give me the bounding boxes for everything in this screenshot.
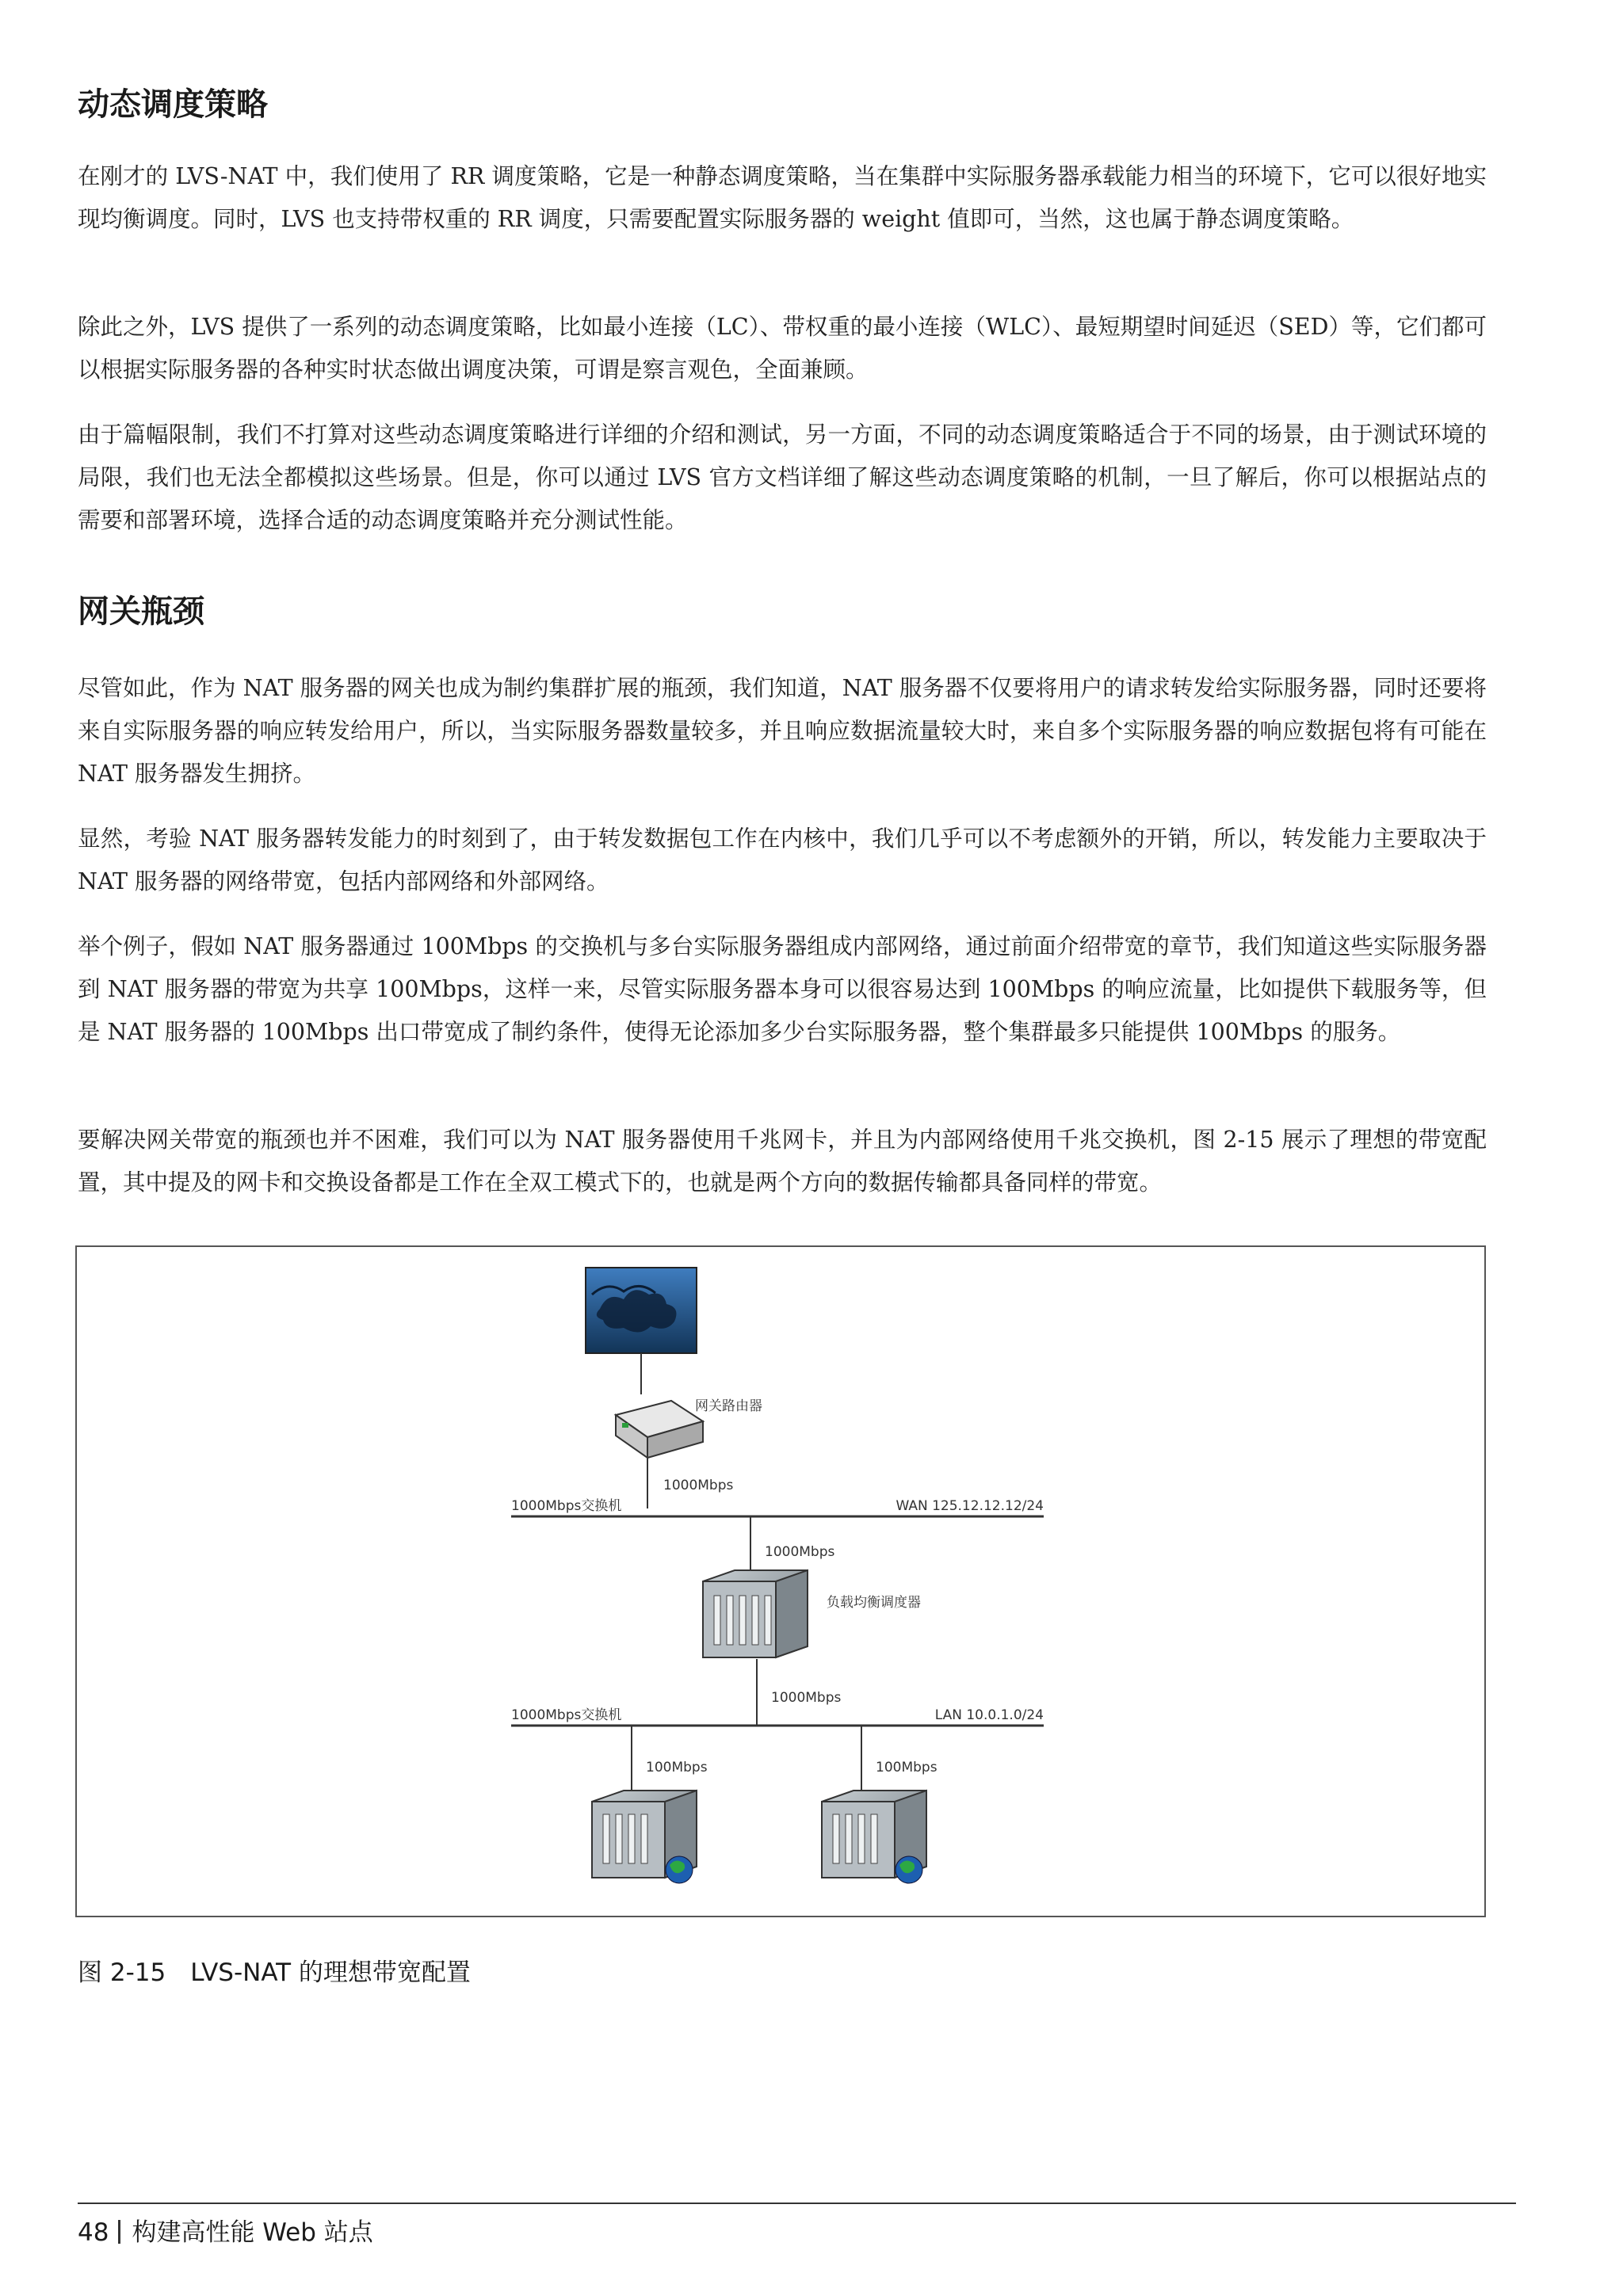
- real-server-2-icon: [822, 1791, 926, 1883]
- router-label: 网关路由器: [695, 1398, 762, 1414]
- network-diagram-figure: [75, 1245, 1486, 1917]
- wan-address-label: WAN 125.12.12.12/24: [896, 1498, 1044, 1514]
- page-number: 48: [78, 2218, 109, 2247]
- footer-separator: [118, 2220, 120, 2244]
- paragraph: 举个例子，假如 NAT 服务器通过 100Mbps 的交换机与多台实际服务器组成内部网络，通过前面介绍带宽的章节，我们知道这些实际服务器到 NAT 服务器的带宽为共享 100Mbps，这样一来，尽管实际服务器本身可以很容易达到 100Mbps 的响应流量，比如提供下载服务等，但是 NAT 服务器的 100Mbps 出口带宽成了制约条件，使得无论添加多少台实际服务器，整个集群最多只能提供 100Mbps 的服务。: [78, 933, 1487, 1045]
- server1-link-speed: 100Mbps: [646, 1760, 708, 1775]
- lb-downlink-speed: 1000Mbps: [771, 1690, 842, 1706]
- paragraph: 要解决网关带宽的瓶颈也并不困难，我们可以为 NAT 服务器使用千兆网卡，并且为内部网络使用千兆交换机，图 2-15 展示了理想的带宽配置，其中提及的网卡和交换设备都是工作在全双工模式下的，也就是两个方向的数据传输都具备同样的带宽。: [78, 1127, 1487, 1196]
- paragraph: 尽管如此，作为 NAT 服务器的网关也成为制约集群扩展的瓶颈，我们知道，NAT 服务器不仅要将用户的请求转发给实际服务器，同时还要将来自实际服务器的响应转发给用户，所以，当实际服务器数量较多，并且响应数据流量较大时，来自多个实际服务器的响应数据包将有可能在 NAT 服务器发生拥挤。: [78, 675, 1487, 787]
- section-heading-gateway-bottleneck: 网关瓶颈: [78, 593, 204, 630]
- load-balancer-icon: [703, 1570, 808, 1657]
- lan-address-label: LAN 10.0.1.0/24: [934, 1707, 1044, 1723]
- book-title: 构建高性能 Web 站点: [132, 2218, 373, 2247]
- internet-cloud-icon: [586, 1268, 697, 1353]
- page-footer: [78, 2212, 373, 2248]
- section-heading-dynamic-scheduling: 动态调度策略: [78, 86, 268, 123]
- lb-uplink-speed: 1000Mbps: [765, 1544, 835, 1560]
- server2-link-speed: 100Mbps: [876, 1760, 938, 1775]
- paragraph: 由于篇幅限制，我们不打算对这些动态调度策略进行详细的介绍和测试，另一方面，不同的动态调度策略适合于不同的场景，由于测试环境的局限，我们也无法全都模拟这些场景。但是，你可以通过 LVS 官方文档详细了解这些动态调度策略的机制，一旦了解后，你可以根据站点的需要和部署环境，选择合适的动态调度策略并充分测试性能。: [78, 421, 1487, 533]
- router-icon: [616, 1401, 703, 1458]
- router-link-speed: 1000Mbps: [663, 1478, 734, 1493]
- figure-caption: 图 2-15 LVS-NAT 的理想带宽配置: [78, 1958, 471, 1987]
- network-diagram: [77, 1247, 1484, 1916]
- footer-rule: [78, 2203, 1516, 2204]
- real-server-1-icon: [592, 1791, 697, 1883]
- wan-switch-label: 1000Mbps交换机: [511, 1498, 622, 1514]
- paragraph: 显然，考验 NAT 服务器转发能力的时刻到了，由于转发数据包工作在内核中，我们几乎可以不考虑额外的开销，所以，转发能力主要取决于 NAT 服务器的网络带宽，包括内部网络和外部网络。: [78, 826, 1487, 894]
- load-balancer-label: 负载均衡调度器: [827, 1595, 921, 1611]
- paragraph: 除此之外，LVS 提供了一系列的动态调度策略，比如最小连接（LC）、带权重的最小连接（WLC）、最短期望时间延迟（SED）等，它们都可以根据实际服务器的各种实时状态做出调度决策，可谓是察言观色，全面兼顾。: [78, 314, 1487, 383]
- paragraph: 在刚才的 LVS-NAT 中，我们使用了 RR 调度策略，它是一种静态调度策略，当在集群中实际服务器承载能力相当的环境下，它可以很好地实现均衡调度。同时，LVS 也支持带权重的 RR 调度，只需要配置实际服务器的 weight 值即可，当然，这也属于静态调度策略。: [78, 163, 1487, 232]
- lan-switch-label: 1000Mbps交换机: [511, 1707, 622, 1723]
